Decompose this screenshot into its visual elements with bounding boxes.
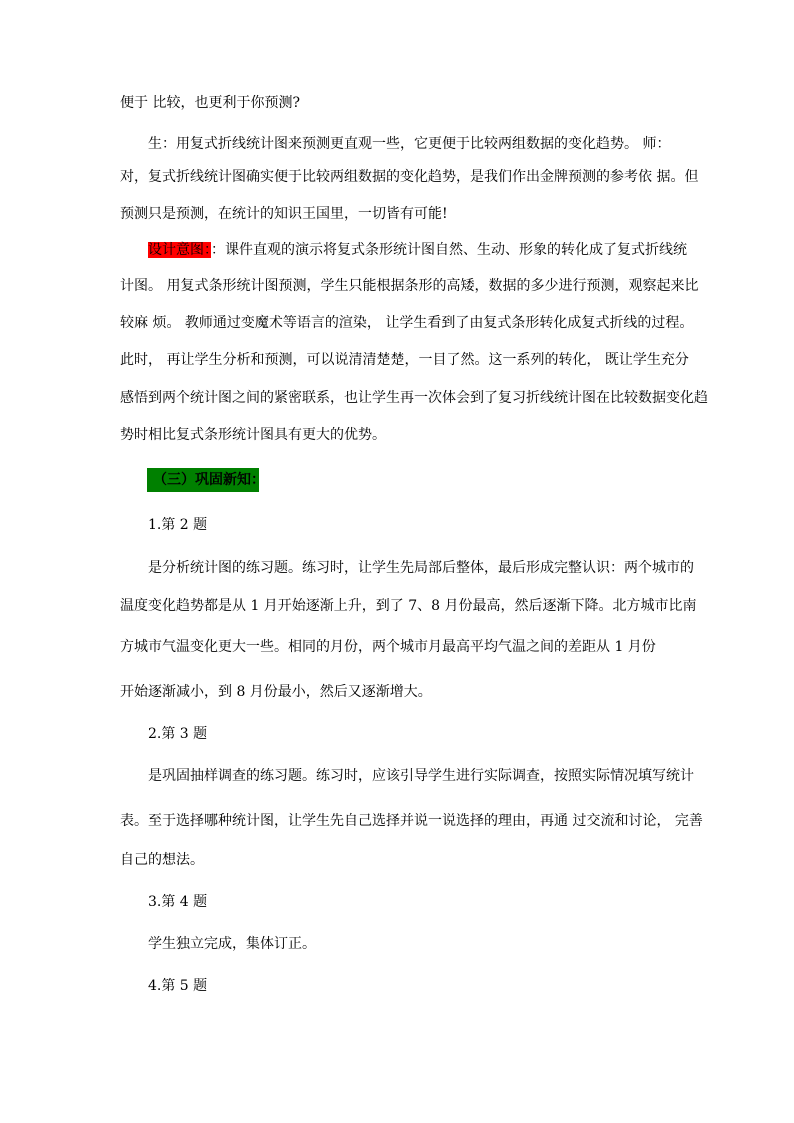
paragraph-line: 对，复式折线统计图确实便于比较两组数据的变化趋势，是我们作出金牌预测的参考依 据。但 [120,169,699,185]
section-heading: （三）巩固新知： [147,468,259,492]
design-intent-text: ：课件直观的演示将复式条形统计图自然、生动、形象的转化成了复式折线统 [211,242,687,258]
paragraph-line: 是巩固抽样调查的练习题。练习时，应该引导学生进行实际调查，按照实际情况填写统计 [148,768,694,784]
paragraph-line: 学生独立完成，集体订正。 [148,936,316,952]
paragraph-line: 计图。 用复式条形统计图预测，学生只能根据条形的高矮，数据的多少进行预测，观察起来比 [120,278,699,294]
paragraph-line: 势时相比复式条形统计图具有更大的优势。 [120,427,386,443]
design-intent-line [148,241,687,259]
paragraph-line: 是分析统计图的练习题。练习时，让学生先局部后整体，最后形成完整认识：两个城市的 [148,560,694,576]
item-title: 2.第 3 题 [148,726,208,742]
paragraph-line: 温度变化趋势都是从 1 月开始逐渐上升，到了 7、8 月份最高，然后逐渐下降。北方城市比南 [120,598,697,614]
paragraph-line: 此时， 再让学生分析和预测，可以说清清楚楚，一目了然。这一系列的转化， 既让学生充分 [120,352,689,368]
item-title: 3.第 4 题 [148,894,208,910]
paragraph-line: 较麻 烦。 教师通过变魔术等语言的渲染， 让学生看到了由复式条形转化成复式折线的过程。 [120,315,694,331]
paragraph-line: 便于 比较，也更利于你预测? [120,95,300,111]
item-title: 1.第 2 题 [148,517,208,533]
paragraph-line: 预测只是预测，在统计的知识王国里，一切皆有可能! [120,206,448,222]
paragraph-line: 方城市气温变化更大一些。相同的月份，两个城市月最高平均气温之间的差距从 1 月份 [120,639,656,655]
paragraph-line: 自己的想法。 [120,852,204,868]
design-intent-label: 设计意图： [148,242,211,258]
paragraph-line: 感悟到两个统计图之间的紧密联系，也让学生再一次体会到了复习折线统计图在比较数据变化趋 [120,390,708,406]
paragraph-line: 表。至于选择哪种统计图，让学生先自己选择并说一说选择的理由，再通 过交流和讨论， 完善 [120,813,703,829]
paragraph-line: 生：用复式折线统计图来预测更直观一些，它更便于比较两组数据的变化趋势。 师： [148,136,671,152]
item-title: 4.第 5 题 [148,978,208,994]
paragraph-line: 开始逐渐减小，到 8 月份最小，然后又逐渐增大。 [120,684,432,700]
